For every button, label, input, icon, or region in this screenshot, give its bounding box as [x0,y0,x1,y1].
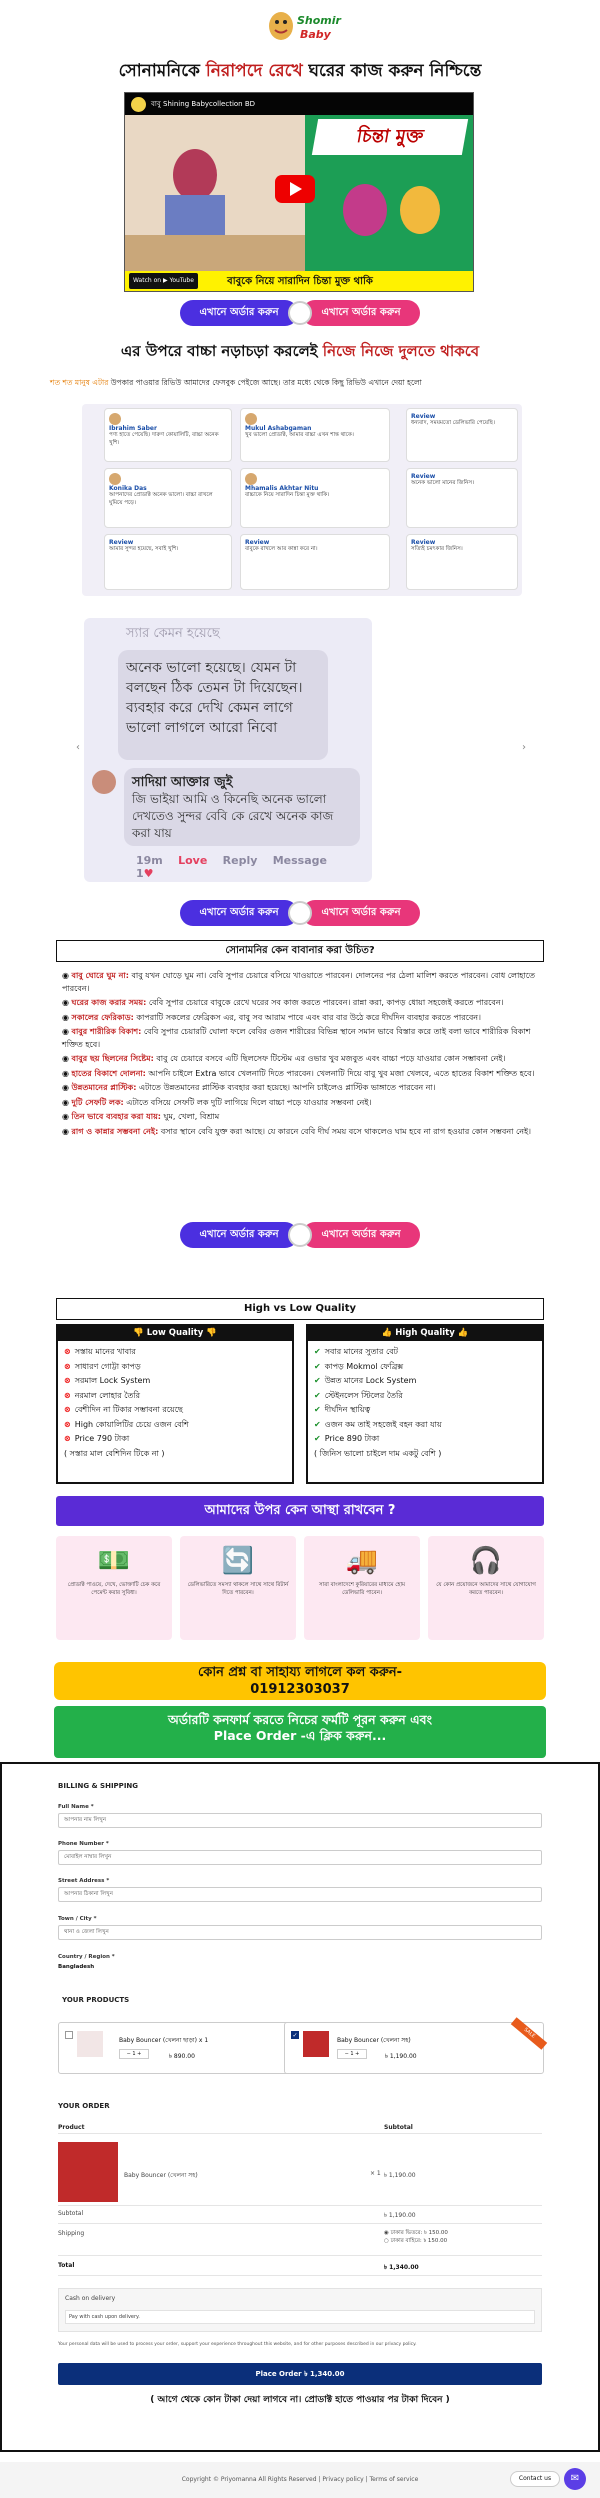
high-item-text: কাপড় Mokmol ফেব্রিক্স [324,1361,404,1371]
bullet-icon: ◉ [62,1054,72,1063]
product-checkbox[interactable] [65,2031,73,2039]
why-key: বাবুর ছয় ছিলনের সিষ্টেম: [71,1054,154,1063]
why-item [62,1012,542,1025]
total-row [58,2262,542,2276]
x-circle-icon: ⊗ [64,1376,71,1385]
low-item-text: সাধারণ গোট্টা কাপড় [74,1361,141,1371]
payment-note: Pay with cash upon delivery. [65,2310,535,2324]
review-text: ধন্যবাদ, সময়মতো ডেলিভারি পেয়েছি। [411,420,495,426]
low-item [64,1432,286,1447]
x-circle-icon: ⊗ [64,1390,71,1400]
payment-box [58,2288,542,2332]
review-name: Konika Das [109,485,147,492]
why-list [62,970,542,1140]
trust-text: যে কোন প্রয়োজনে আমাদের সাথে যোগাযোগ করতে পারবেন। [436,1582,536,1596]
why-item [62,1026,542,1051]
order-button-left[interactable]: এখানে অর্ডার করুন [180,900,298,926]
x-circle-icon: ⊗ [64,1434,71,1443]
trust-text: প্রোডাক্ট পাওয়ে, দেখে, ভোক্তাটি চেক করে পেমেন্ট করার সুবিধা। [67,1582,161,1596]
high-item-text: সবার মানের সুতার বেট [324,1347,399,1356]
review-card [406,408,518,462]
place-order-prompt [54,1706,546,1758]
why-title: সোনামনির কেন বাবানার করা উচিত? [56,940,544,962]
x-circle-icon: ⊗ [64,1361,71,1371]
shipping-option-2: ঢাকার বাহিরে: ৳ 150.00 [390,2238,448,2244]
video-channel: বাবু Shining Babycollection BD [125,93,474,115]
avatar [109,413,121,425]
why-text: বাবু যখন ঘোড়ে ঘুম না। বেবি সুপার চেয়ারে বসিয়ে খাওয়াতে পারবেন। দোলনের পর ঠেলা মালিশ করতে পারবেন। বোধ লোহাতে পারবেন। [62,971,536,993]
why-text: এটাতে বসিয়ে সেফটি লক দুটি লাগিয়ে দিলে বাচ্চা পড়ে যাওয়ার সম্ভবনা নেই। [123,1097,372,1107]
chat-reaction-count: 1 [136,867,144,880]
sale-badge: SALE [511,2017,547,2050]
intro-orange: শত শত মানুষ এটার [50,378,109,387]
chat-love-link[interactable]: Love [178,854,208,867]
check-circle-icon: ✔ [314,1419,321,1429]
products-title: YOUR PRODUCTS [62,1996,130,2004]
col-subtotal: Subtotal [384,2124,413,2131]
product-option[interactable] [58,2022,318,2074]
why-text: আপনি চাইলে Extra ভাবে খেলনাটি দিতে পারবেন। খেলনাটি দিয়ে বাবু খুব মজা খেলবে, এতে হাতের বিকাশ শক্তিত হবে। [145,1068,535,1078]
channel-avatar [131,97,146,112]
pill-divider-circle [288,1223,312,1247]
product-price: ৳ 1,190.00 [385,2053,417,2060]
high-quality-head: 👍 High Quality 👍 [308,1326,542,1341]
why-key: তিন ভাবে ব্যবহার করা যায়: [71,1112,161,1121]
product-thumb [77,2031,103,2057]
high-item [314,1403,536,1418]
line-item-qty: × 1 [370,2170,381,2177]
play-button[interactable] [275,175,315,203]
headline-part: সোনামনিকে [118,61,206,81]
youtube-video[interactable] [124,92,474,292]
chat-message-link[interactable]: Message [272,854,327,867]
low-item [64,1389,286,1404]
chat-time: 19m [136,854,163,867]
carousel-prev-icon[interactable]: ‹ [76,742,80,753]
review-screenshots [82,404,522,596]
review-name: Review [109,539,134,546]
sub-headline [0,340,600,365]
phone-input[interactable]: মোবাইল নাম্বার লিখুন [58,1850,542,1865]
avatar [245,413,257,425]
high-item [314,1360,536,1375]
check-circle-icon: ✔ [314,1405,321,1414]
privacy-notice: Your personal data will be used to process your order, support your experience throughout this website, and for other purposes described in our privacy policy. [58,2342,417,2347]
low-quality-head: 👎 Low Quality 👎 [58,1326,292,1341]
high-item-text: ওজন কম তাই সহজেই বহন করা যায় [324,1419,442,1429]
svg-text:Baby: Baby [300,28,331,41]
line-item-total: ৳ 1,190.00 [384,2172,416,2179]
chat-bubble-2 [124,768,360,846]
review-text: খুব ভালো প্রোডাক্ট, আমার বাচ্চা এখন শান্ত থাকে। [245,432,354,438]
headline-part: ঘরের কাজ করুন নিশ্চিন্তে [302,61,482,81]
check-circle-icon: ✔ [314,1390,321,1400]
high-item [314,1447,536,1462]
x-circle-icon: ⊗ [64,1419,71,1429]
high-item-text: উন্নত মানের Lock System [324,1376,417,1385]
chat-bubble-2-text: জি ভাইয়া আমি ও কিনেছি অনেক ভালো দেখতেও সুন্দর বেবি কে রেখে অনেক কাজ করা যায় [132,792,334,840]
why-text: বেবি সুপার চেয়ারটি ঘোলা ফলে বেবির ওজন শারীরের বিভিন্ন স্থানে সমান ভাবে বিস্তার করে তাই বলা ভাবে শারীরিক বিকাশ শক্তিত হবে। [62,1027,531,1049]
col-product: Product [58,2124,85,2131]
bullet-icon: ◉ [62,1068,72,1078]
radio-checked-icon[interactable]: ◉ [384,2230,389,2236]
review-text: আমার সুন্দর হয়েছে, সবাই খুশি। [109,546,179,552]
trust-card [56,1536,172,1640]
brand-logo[interactable] [245,4,355,46]
chat-reply-link[interactable]: Reply [222,854,258,867]
total-value: ৳ 1,340.00 [384,2264,419,2271]
avatar [109,473,121,485]
product-option[interactable] [284,2022,544,2074]
qty-stepper[interactable]: − 1 + [337,2049,367,2059]
low-quality-box [56,1324,294,1484]
intro-text [50,378,550,390]
avatar [245,473,257,485]
review-card [240,408,390,462]
heart-icon: ♥ [143,867,154,880]
order-buttons-bottom [180,1222,420,1248]
shipping-option-1: ঢাকার ভিতরে: ৳ 150.00 [390,2230,448,2236]
review-card [240,468,390,528]
low-item-text: নরমাল লোহার তৈরি [74,1390,141,1400]
full-name-label: Full Name * [58,1804,94,1810]
review-text: অনেক ভালো মানের জিনিস। [411,480,475,486]
chat-icon[interactable]: ✉ [564,2468,586,2490]
why-item [62,1082,542,1095]
bullet-icon: ◉ [62,1012,72,1022]
address-label: Street Address * [58,1878,110,1884]
return-icon: 🔄 [221,1546,255,1576]
video-overlay-text: চিন্তা মুক্ত [312,119,468,155]
review-name: Review [411,413,436,420]
bullet-icon: ◉ [62,971,72,980]
bullet-icon: ◉ [62,1126,72,1136]
why-item [62,1068,542,1081]
city-label: Town / City * [58,1916,97,1922]
qty-value: 1 [132,2051,136,2057]
low-item-text: সস্তায় মানের খাবার [74,1347,136,1356]
intro-rest: উপকার পাওয়ার রিভিউ আমাদের ফেসবুক পেইজে আছে। তার মধ্যে থেকে কিছু রিভিউ এখানে দেয়া হলো [108,378,422,387]
review-name: Review [411,473,436,480]
why-key: বাবুর শারীরিক বিকাশ: [71,1027,142,1036]
low-item-text: Price 790 টাকা [74,1434,130,1443]
trust-card [180,1536,296,1640]
phone-link[interactable]: 01912303037 [250,1682,350,1697]
why-key: উন্নতমানের প্লাস্টিক: [71,1083,137,1092]
check-circle-icon: ✔ [314,1361,321,1371]
shipping-label: Shipping [58,2230,85,2237]
qty-stepper[interactable]: − 1 + [119,2049,149,2059]
low-quality-label: Low Quality [146,1328,204,1338]
why-key: হাতের বিকাশে দোলনা: [71,1068,146,1078]
review-name: Mukul Ashabgaman [245,425,312,432]
low-item-text: High কোয়ালিটির চেয়ে ওজন বেশি [74,1419,189,1429]
headline-highlight: নিরাপদে রেখে [205,61,303,81]
cod-footnote: ( আগে থেকে কোন টাকা দেয়া লাগবে না। প্রোডাক্ট হাতে পাওয়ার পর টাকা দিবেন ) [150,2395,450,2405]
why-item [62,997,542,1010]
pill-divider-circle [288,901,312,925]
phone-label: Phone Number * [58,1841,109,1847]
compare-title: High vs Low Quality [56,1298,544,1320]
review-text: বাবুকে রাখলে আর কান্না করে না। [245,546,318,552]
high-item [314,1389,536,1404]
high-quality-box [306,1324,544,1484]
low-item-text: বেশীদিন না টিকার সম্ভাবনা রয়েছে [74,1405,183,1414]
order-buttons-top [180,300,420,326]
why-key: রাগ ও কান্নার সম্ভবনা নেই: [71,1126,159,1136]
order-button-right[interactable]: এখানে অর্ডার করুন [302,1222,420,1248]
high-item [314,1345,536,1360]
headset-icon: 🎧 [469,1546,503,1576]
review-name: Ibrahim Saber [109,425,157,432]
why-item [62,1097,542,1110]
watch-on-label: Watch on [133,277,162,284]
subtotal-label: Subtotal [58,2210,84,2217]
high-item-text: স্টেইনলেস স্টিলের তৈরি [324,1390,403,1400]
chat-name-2: সাদিয়া আক্তার জুই [132,775,233,790]
why-item [62,1126,542,1139]
why-item [62,970,542,995]
radio-icon[interactable]: ○ [384,2238,389,2244]
why-key: বাবু ঘোরে ঘুম না: [71,971,129,980]
product-thumb [303,2031,329,2057]
why-item [62,1111,542,1124]
review-card [406,468,518,528]
check-circle-icon: ✔ [314,1376,321,1385]
watch-on-youtube[interactable]: Watch on ▶ YouTube [129,273,198,289]
check-circle-icon: ✔ [314,1347,321,1356]
carousel-next-icon[interactable]: › [522,742,526,753]
review-name: Review [411,539,436,546]
product-name: Baby Bouncer (খেলনা ছাড়া) x 1 [119,2037,209,2044]
cash-icon: 💵 [97,1546,131,1576]
review-text: বাচ্চাকে নিয়ে সারাদিন চিন্তা মুক্ত থাকি। [245,492,330,498]
check-circle-icon: ✔ [314,1434,321,1443]
high-item [314,1374,536,1389]
footer-copyright: Copyright © Priyomanna All Rights Reserved | Privacy policy | Terms of service [0,2462,600,2498]
review-text: পণ্য হাতে পেয়েছি। দারুণ কোয়ালিটি, বাচ্চা অনেক খুশি। [109,432,219,446]
call-box [54,1662,546,1700]
hero-headline [0,58,600,86]
prompt-line-2: Place Order -এ ক্লিক করুন... [213,1728,387,1743]
subtotal-row [58,2210,542,2224]
youtube-label: YouTube [169,277,194,284]
bullet-icon: ◉ [62,998,72,1007]
review-text: সত্যিই চমৎকার জিনিস। [411,546,463,552]
trust-title: আমাদের উপর কেন আস্থা রাখবেন ? [56,1496,544,1526]
shipping-options[interactable] [384,2230,448,2246]
low-item-text: ( সস্তার মাল বেশিদিন টিকে না ) [64,1448,165,1458]
why-text: বেবি সুপার চেয়ারে বাবুকে রেখে ঘরের সব কাজ করতে পারবেন। রান্না করা, কাপড় ধোয়া সহজেই করতে পারবেন। [146,998,504,1007]
trust-text: সারা বাংলাদেশে কুরিয়ারের মাধ্যমে হোম ডেলিভারি পাবেন। [318,1582,406,1596]
order-button-right[interactable]: এখানে অর্ডার করুন [302,900,420,926]
review-name: Review [245,539,270,546]
low-item [64,1360,286,1375]
video-frame-right [305,115,474,271]
low-item [64,1345,286,1360]
sub-headline-part: এর উপরে বাচ্চা নড়াচড়া করলেই [120,342,323,360]
chat-top-name: স্যার কেমন হয়েছে [126,626,220,641]
why-key: দুটি সেফটি লক: [71,1097,124,1107]
bullet-icon: ◉ [62,1083,72,1092]
city-input[interactable]: থানা ও জেলা লিখুন [58,1925,542,1940]
subtotal-value: ৳ 1,190.00 [384,2212,416,2219]
low-item [64,1447,286,1462]
line-item-name: Baby Bouncer (খেলনা সহ) [124,2172,198,2179]
full-name-input[interactable]: আপনার নাম লিখুন [58,1813,542,1828]
trust-text: ডেলিভারিতে সমস্যা থাকলে সাথে সাথে রিটার্ন দিতে পারবেন। [187,1582,289,1596]
trust-card [304,1536,420,1640]
qty-value: 1 [350,2051,354,2057]
low-item [64,1374,286,1389]
review-card [104,468,232,528]
review-card [104,408,232,462]
product-price: ৳ 890.00 [169,2053,195,2060]
low-item-text: সরমাল Lock System [74,1376,151,1385]
bullet-icon: ◉ [62,1112,72,1121]
chat-bubble-1: অনেক ভালো হয়েছে। যেমন টা বলছেন ঠিক তেমন টা দিয়েছেন। ব্যবহার করে দেখি কেমন লাগে ভালো লাগলে আরো নিবো [118,650,328,760]
high-item-text: ( জিনিস ভালো চাইলে দাম একটু বেশি ) [314,1448,442,1458]
why-text: ঘুম, খেলা, বিশ্রাম [161,1112,220,1121]
place-order-button[interactable]: Place Order ৳ 1,340.00 [58,2363,542,2385]
order-title: YOUR ORDER [58,2102,110,2110]
country-value: Bangladesh [58,1964,95,1970]
review-name: Mhamalis Akhtar Nitu [245,485,319,492]
contact-us-button[interactable]: Contact us [510,2471,560,2487]
product-thumb [58,2142,118,2202]
order-buttons-middle [180,900,420,926]
payment-method[interactable]: Cash on delivery [65,2295,116,2302]
product-name: Baby Bouncer (খেলনা সহ) [337,2037,411,2044]
x-circle-icon: ⊗ [64,1405,71,1414]
x-circle-icon: ⊗ [64,1347,71,1356]
chat-screenshot [84,618,372,882]
why-item [62,1053,542,1066]
why-key: সকালের ফেরিকাড: [71,1012,134,1022]
address-input[interactable]: আপনার ঠিকানা লিখুন [58,1887,542,1902]
truck-icon: 🚚 [345,1546,379,1576]
why-text: কাপরাটি সকলের ফেব্রিকস এর, বাবু সব আরাম পাবে এবং বার বার উঠে করে দীর্ঘদিন ব্যবহার করতে পারবেন। [133,1012,481,1022]
shipping-row [58,2230,542,2256]
total-label: Total [58,2262,75,2269]
avatar [92,770,116,794]
product-checkbox-checked[interactable]: ✓ [292,2032,298,2039]
why-text: এটাতে উন্নতমানের প্লাস্টিক ব্যবহার করা হয়েছে। আপনি চাইলেও প্লাস্টিক ভাঙ্গাতে পারবেন না। [136,1083,436,1092]
svg-text:Shomir: Shomir [297,14,341,27]
order-line [58,2140,542,2206]
high-item-text: দীর্ঘদিন স্থায়িত্ব [324,1405,371,1414]
why-text: বসার স্থানে বেবি যুক্ত করা আছে। যে কারনে বেবি দীর্ঘ সময় বসে থাকলেও ঘাম হবে না রাগ হওয়ার কোন সম্ভবনা নেই। [158,1126,532,1136]
order-button-left[interactable]: এখানে অর্ডার করুন [180,300,298,326]
high-quality-label: High Quality [395,1328,455,1338]
prompt-line-1: অর্ডারটি কনফার্ম করতে নিচের ফর্মটি পূরন করুন এবং [168,1712,432,1727]
high-item-text: Price 890 টাকা [324,1434,380,1443]
sub-headline-highlight: নিজে নিজে দুলতে থাকবে [322,342,480,360]
why-text: বাবু যে চেয়ারে বসবে এটি ছিলসেফ টিস্টেম এর ওভার খুব মজবুত এবং বাচ্চা পড়ে যাওয়ার কোন সম্ভাবনা নেই। [153,1054,506,1063]
pill-divider-circle [288,301,312,325]
order-table-head [58,2124,542,2134]
order-button-right[interactable]: এখানে অর্ডার করুন [302,300,420,326]
trust-card [428,1536,544,1640]
review-text: আপনাদের প্রোডাক্ট অনেক ভালো। বাচ্চা রাখলে ঘুমিয়ে পড়ে। [109,492,213,506]
billing-title: BILLING & SHIPPING [58,1782,139,1790]
order-button-left[interactable]: এখানে অর্ডার করুন [180,1222,298,1248]
high-item [314,1432,536,1447]
chat-actions [136,854,366,880]
bullet-icon: ◉ [62,1027,72,1036]
review-card [104,534,232,590]
why-key: ঘরের কাজ করার সময়: [71,998,147,1007]
low-item [64,1418,286,1433]
high-item [314,1418,536,1433]
video-caption: বাবুকে নিয়ে সারাদিন চিন্তা মুক্ত থাকি [125,271,474,292]
low-item [64,1403,286,1418]
call-text: কোন প্রশ্ন বা সাহায্য লাগলে কল করুন- [197,1665,403,1680]
review-card [240,534,390,590]
review-card [406,534,518,590]
bullet-icon: ◉ [62,1097,72,1107]
country-label: Country / Region * [58,1954,115,1960]
